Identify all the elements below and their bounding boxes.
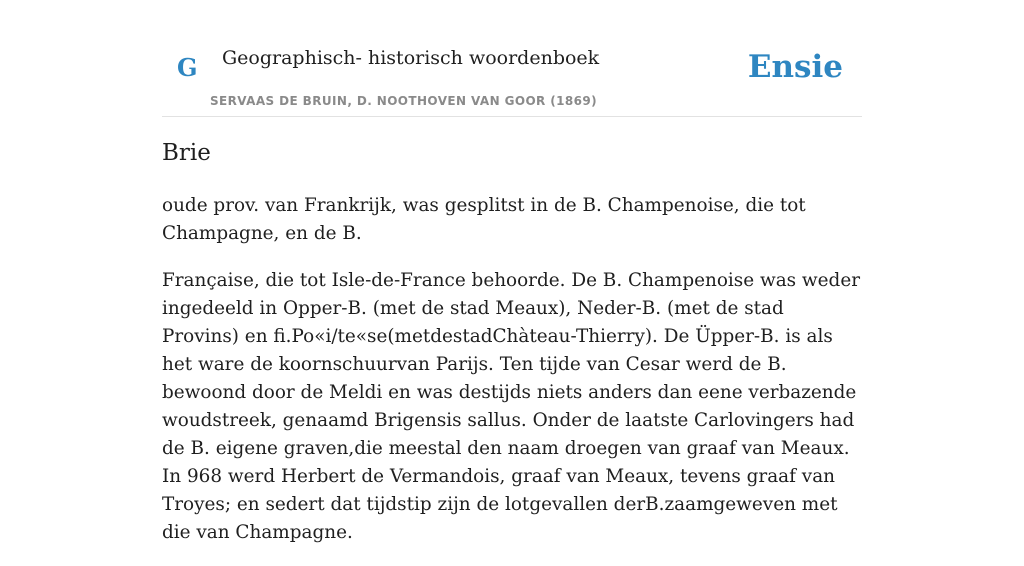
entry-title: Brie [162,140,211,166]
brand-logo[interactable]: Ensie [747,49,843,85]
dictionary-authors: SERVAAS DE BRUIN, D. NOOTHOVEN VAN GOOR (1869) [210,94,598,108]
dictionary-logo[interactable]: G [177,53,198,82]
entry-paragraph: Française, die tot Isle-de-France behoorde. De B. Champenoise was weder ingedeeld in Opper-B. (met de stad Meaux), Neder-B. (met de stad Provins) en fi.Po«i/te«se(metdestadChàteau-Thierry). De Üpper-B. is als het ware de koornschuurvan Parijs. Ten tijde van Cesar werd de B. bewoond door de Meldi en was destijds niets anders dan eene verbazende woudstreek, genaamd Brigensis sallus. Onder de laatste Carlovingers had de B. eigene graven,die meestal den naam droegen van graaf van Meaux. In 968 werd Herbert de Vermandois, graaf van Meaux, tevens graaf van Troyes; en sedert dat tijdstip zijn de lotgevallen derB.zaamgeweven met die van Champagne. [162,270,861,543]
dictionary-title[interactable]: Geographisch- historisch woordenboek [222,47,600,69]
entry-paragraph: oude prov. van Frankrijk, was gesplitst in de B. Champenoise, die tot Champagne, en de B. [162,195,806,244]
entry-body [162,192,862,566]
dictionary-header [162,0,862,117]
